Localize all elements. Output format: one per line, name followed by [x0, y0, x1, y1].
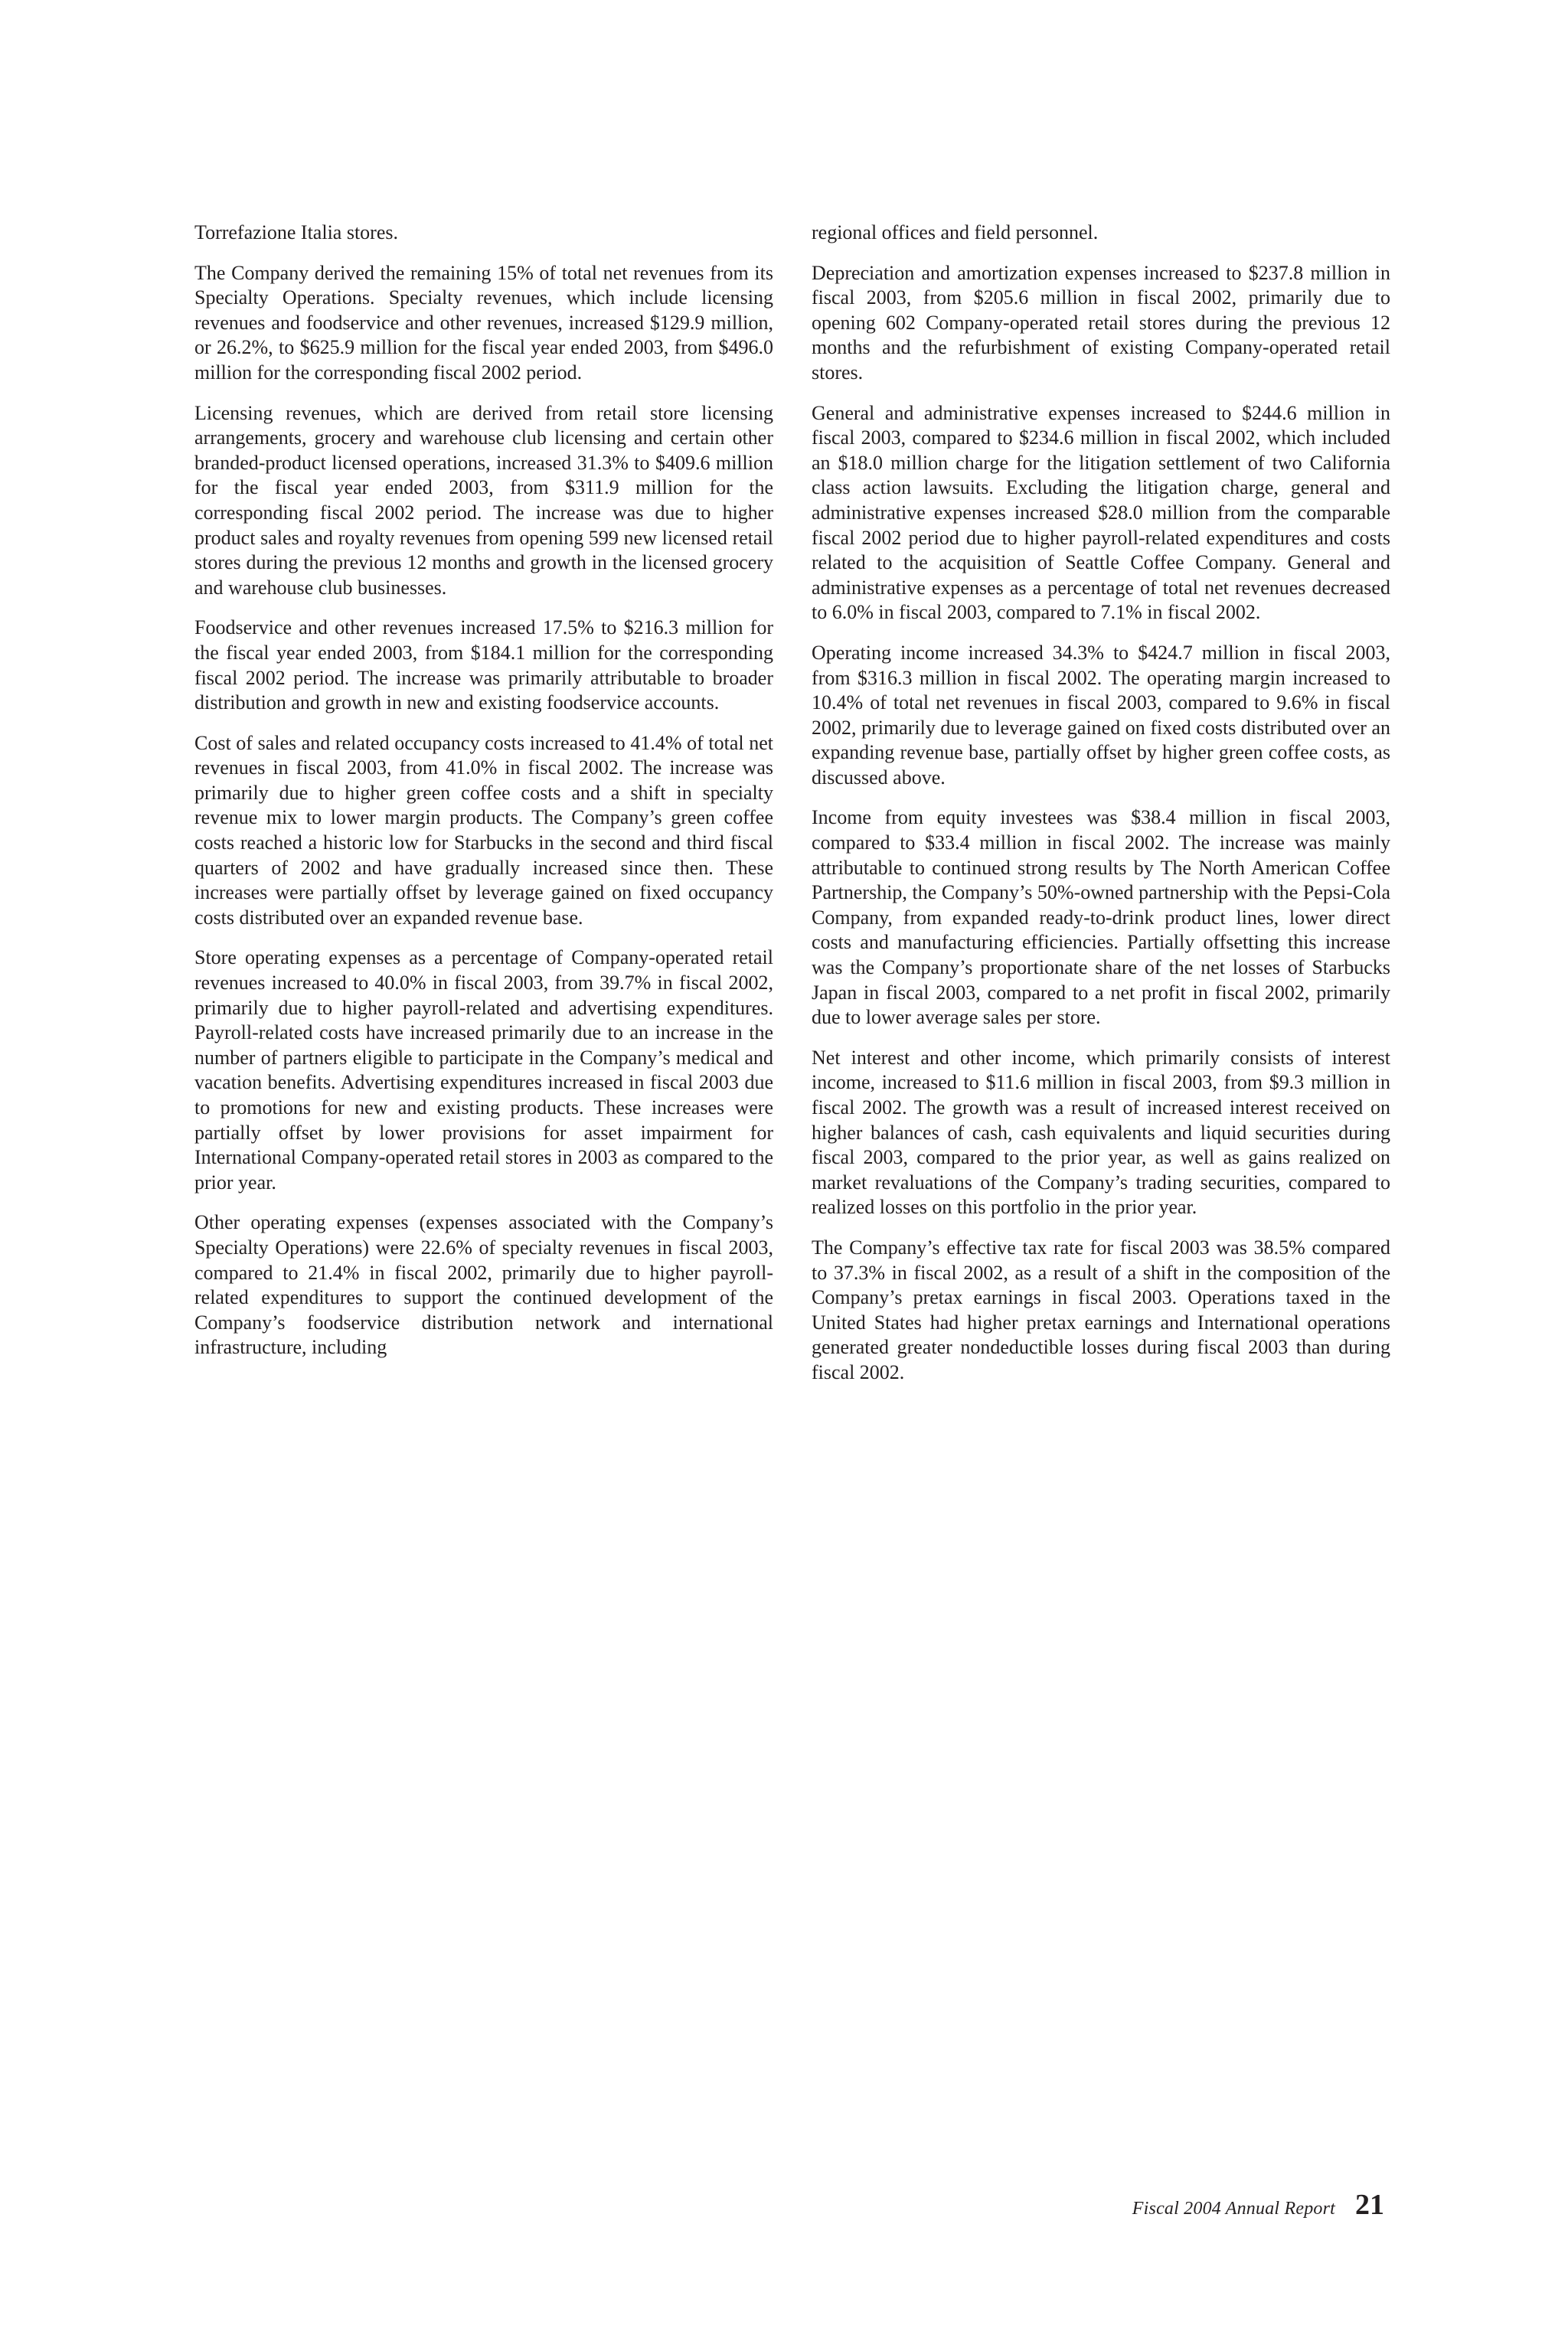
paragraph-depreciation: Depreciation and amortization expenses increased to $237.8 million in fiscal 2003, from $205.6 million in fiscal 2002, primarily due to opening 602 Company-operated retail stores during the previous 12 months and the refurbishment of existing Company-operated retail stores.	[812, 261, 1390, 384]
paragraph-licensing-revenues: Licensing revenues, which are derived from retail store licensing arrangements, grocery and warehouse club licensing and certain other branded-product licensed operations, increased 31.3% to $409.6 million for the fiscal year ended 2003, from $311.9 million for the corresponding fiscal 2002 period. The increase was due to higher product sales and royalty revenues from opening 599 new licensed retail stores during the previous 12 months and growth in the licensed grocery and warehouse club businesses.	[194, 401, 773, 599]
paragraph-specialty-revenues: The Company derived the remaining 15% of total net revenues from its Specialty Operations. Specialty revenues, which include licensing revenues and foodservice and other revenues, increased $129.9 million, or 26.2%, to $625.9 million for the fiscal year ended 2003, from $496.0 million for the corresponding fiscal 2002 period.	[194, 261, 773, 384]
paragraph-foodservice-revenues: Foodservice and other revenues increased 17.5% to $216.3 million for the fiscal year ended 2003, from $184.1 million for the corresponding fiscal 2002 period. The increase was primarily attributable to broader distribution and growth in new and existing foodservice accounts.	[194, 616, 773, 714]
paragraph-regional-offices: regional offices and field personnel.	[812, 221, 1099, 243]
page-number: 21	[1355, 2189, 1384, 2221]
footer-report-title: Fiscal 2004 Annual Report	[1132, 2199, 1335, 2219]
right-text-column	[812, 220, 1390, 1401]
paragraph-general-administrative: General and administrative expenses increased to $244.6 million in fiscal 2003, compared to $234.6 million in fiscal 2002, which included an $18.0 million charge for the litigation settlement of two California class action lawsuits. Excluding the litigation charge, general and administrative expenses increased $28.0 million from the comparable fiscal 2002 period due to higher payroll-related expenditures and costs related to the acquisition of Seattle Coffee Company. General and administrative expenses as a percentage of total net revenues decreased to 6.0% in fiscal 2003, compared to 7.1% in fiscal 2002.	[812, 401, 1390, 624]
left-text-column	[194, 220, 773, 1376]
paragraph-torrefazione: Torrefazione Italia stores.	[194, 221, 398, 243]
paragraph-net-interest: Net interest and other income, which primarily consists of interest income, increased to $11.6 million in fiscal 2003, from $9.3 million in fiscal 2002. The growth was a result of increased interest received on higher balances of cash, cash equivalents and liquid securities during fiscal 2003, compared to the prior year, as well as gains realized on market revaluations of the Company’s trading securities, compared to realized losses on this portfolio in the prior year.	[812, 1046, 1390, 1219]
paragraph-equity-investees: Income from equity investees was $38.4 million in fiscal 2003, compared to $33.4 million in fiscal 2002. The increase was mainly attributable to continued strong results by The North American Coffee Partnership, the Company’s 50%-owned partnership with the Pepsi-Cola Company, from expanded ready-to-drink product lines, lower direct costs and manufacturing efficiencies. Partially offsetting this increase was the Company’s proportionate share of the net losses of Starbucks Japan in fiscal 2003, compared to a net profit in fiscal 2002, primarily due to lower average sales per store.	[812, 806, 1390, 1029]
paragraph-store-operating-expenses: Store operating expenses as a percentage of Company-operated retail revenues increased to 40.0% in fiscal 2003, from 39.7% in fiscal 2002, primarily due to higher payroll-related and advertising expenditures. Payroll-related costs have increased primarily due to an increase in the number of partners eligible to participate in the Company’s medical and vacation benefits. Advertising expenditures increased in fiscal 2003 due to promotions for new and existing products. These increases were partially offset by lower provisions for asset impairment for International Company-operated retail stores in 2003 as compared to the prior year.	[194, 946, 773, 1194]
paragraph-cost-of-sales: Cost of sales and related occupancy costs increased to 41.4% of total net revenues in fiscal 2003, from 41.0% in fiscal 2002. The increase was primarily due to higher green coffee costs and a shift in specialty revenue mix to lower margin products. The Company’s green coffee costs reached a historic low for Starbucks in the second and third fiscal quarters of 2002 and have gradually increased since then. These increases were partially offset by leverage gained on fixed occupancy costs distributed over an expanded revenue base.	[194, 731, 773, 929]
page-footer	[1132, 2188, 1384, 2222]
paragraph-operating-income: Operating income increased 34.3% to $424.7 million in fiscal 2003, from $316.3 million in fiscal 2002. The operating margin increased to 10.4% of total net revenues in fiscal 2003, compared to 9.6% in fiscal 2002, primarily due to leverage gained on fixed costs distributed over an expanding revenue base, partially offset by higher green coffee costs, as discussed above.	[812, 641, 1390, 789]
paragraph-other-operating-expenses: Other operating expenses (expenses associated with the Company’s Specialty Operations) were 22.6% of specialty revenues in fiscal 2003, compared to 21.4% in fiscal 2002, primarily due to higher payroll-related expenditures to support the continued development of the Company’s foodservice distribution network and international infrastructure, including	[194, 1211, 773, 1359]
paragraph-tax-rate: The Company’s effective tax rate for fiscal 2003 was 38.5% compared to 37.3% in fiscal 2002, as a result of a shift in the composition of the Company’s pretax earnings in fiscal 2003. Operations taxed in the United States had higher pretax earnings and International operations generated greater nondeductible losses during fiscal 2003 than during fiscal 2002.	[812, 1236, 1390, 1383]
